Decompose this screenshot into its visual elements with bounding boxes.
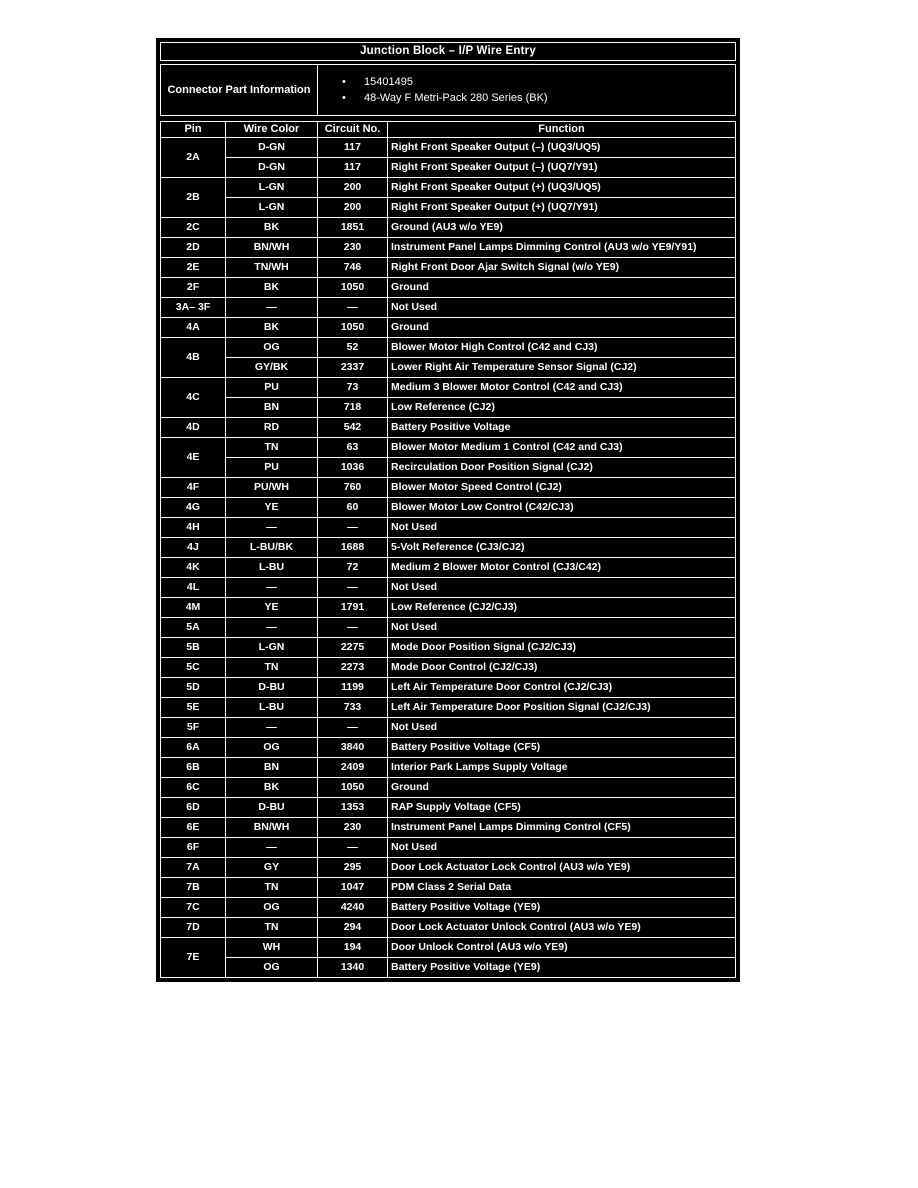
- page-title: Junction Block – I/P Wire Entry: [161, 43, 736, 61]
- column-header-row: [161, 122, 736, 138]
- table-row: [161, 418, 736, 438]
- pin-cell: 6E: [161, 818, 226, 838]
- function-cell: Door Lock Actuator Unlock Control (AU3 w/o YE9): [388, 918, 736, 938]
- function-cell: Mode Door Position Signal (CJ2/CJ3): [388, 638, 736, 658]
- connector-info-row: [161, 65, 736, 116]
- pin-cell: 6F: [161, 838, 226, 858]
- function-cell: Battery Positive Voltage: [388, 418, 736, 438]
- circuit-no-cell: 1340: [318, 958, 388, 978]
- wire-color-cell: YE: [226, 498, 318, 518]
- function-cell: Left Air Temperature Door Control (CJ2/CJ3): [388, 678, 736, 698]
- circuit-no-cell: —: [318, 618, 388, 638]
- wire-color-cell: —: [226, 618, 318, 638]
- circuit-no-cell: —: [318, 838, 388, 858]
- wire-color-cell: D-GN: [226, 138, 318, 158]
- circuit-no-cell: 72: [318, 558, 388, 578]
- wire-color-cell: PU: [226, 458, 318, 478]
- pin-cell: 6B: [161, 758, 226, 778]
- function-cell: Not Used: [388, 298, 736, 318]
- table-row: [161, 178, 736, 198]
- table-row: [161, 598, 736, 618]
- wire-color-cell: OG: [226, 738, 318, 758]
- junction-block-table: [156, 38, 740, 982]
- circuit-no-cell: —: [318, 518, 388, 538]
- table-row: [161, 238, 736, 258]
- wire-color-cell: RD: [226, 418, 318, 438]
- table-row: [161, 738, 736, 758]
- function-cell: Not Used: [388, 618, 736, 638]
- function-cell: Left Air Temperature Door Position Signal (CJ2/CJ3): [388, 698, 736, 718]
- pin-cell: 5E: [161, 698, 226, 718]
- function-cell: Not Used: [388, 718, 736, 738]
- table-row: [161, 258, 736, 278]
- wire-color-cell: L-BU: [226, 698, 318, 718]
- wire-color-cell: D-GN: [226, 158, 318, 178]
- pin-cell: 7D: [161, 918, 226, 938]
- wire-color-cell: BK: [226, 278, 318, 298]
- table-row: [161, 778, 736, 798]
- function-cell: Instrument Panel Lamps Dimming Control (AU3 w/o YE9/Y91): [388, 238, 736, 258]
- pin-cell: 2E: [161, 258, 226, 278]
- function-cell: Ground: [388, 778, 736, 798]
- circuit-no-cell: 295: [318, 858, 388, 878]
- pin-cell: 4M: [161, 598, 226, 618]
- circuit-no-cell: 1199: [318, 678, 388, 698]
- pin-cell: 5F: [161, 718, 226, 738]
- wire-color-cell: L-BU/BK: [226, 538, 318, 558]
- table-row: [161, 638, 736, 658]
- pinout-table: [160, 121, 736, 978]
- table-row: [161, 718, 736, 738]
- pin-cell: 4E: [161, 438, 226, 478]
- table-row: [161, 318, 736, 338]
- circuit-no-cell: 1036: [318, 458, 388, 478]
- function-cell: Medium 2 Blower Motor Control (CJ3/C42): [388, 558, 736, 578]
- table-row: [161, 538, 736, 558]
- wire-color-cell: BK: [226, 318, 318, 338]
- connector-series-text: 48-Way F Metri-Pack 280 Series (BK): [364, 92, 548, 104]
- table-row: [161, 818, 736, 838]
- circuit-no-cell: —: [318, 718, 388, 738]
- bullet-icon: •: [342, 76, 346, 88]
- table-row: [161, 878, 736, 898]
- circuit-no-cell: 1050: [318, 278, 388, 298]
- circuit-no-cell: 1050: [318, 778, 388, 798]
- circuit-no-cell: 60: [318, 498, 388, 518]
- circuit-no-cell: 194: [318, 938, 388, 958]
- column-header-circuit-no: Circuit No.: [318, 122, 388, 138]
- circuit-no-cell: 542: [318, 418, 388, 438]
- function-cell: Door Lock Actuator Lock Control (AU3 w/o YE9): [388, 858, 736, 878]
- pin-cell: 7B: [161, 878, 226, 898]
- circuit-no-cell: 3840: [318, 738, 388, 758]
- circuit-no-cell: 1047: [318, 878, 388, 898]
- table-row: [161, 478, 736, 498]
- function-cell: Lower Right Air Temperature Sensor Signal (CJ2): [388, 358, 736, 378]
- table-row: [161, 578, 736, 598]
- pin-cell: 4G: [161, 498, 226, 518]
- pin-cell: 2D: [161, 238, 226, 258]
- wire-color-cell: D-BU: [226, 678, 318, 698]
- function-cell: PDM Class 2 Serial Data: [388, 878, 736, 898]
- circuit-no-cell: 294: [318, 918, 388, 938]
- function-cell: Blower Motor High Control (C42 and CJ3): [388, 338, 736, 358]
- pin-cell: 4J: [161, 538, 226, 558]
- function-cell: Not Used: [388, 578, 736, 598]
- table-row: [161, 798, 736, 818]
- function-cell: Ground (AU3 w/o YE9): [388, 218, 736, 238]
- pin-cell: 5B: [161, 638, 226, 658]
- circuit-no-cell: 1851: [318, 218, 388, 238]
- table-row: [161, 938, 736, 958]
- wire-color-cell: L-GN: [226, 178, 318, 198]
- wire-color-cell: YE: [226, 598, 318, 618]
- function-cell: 5-Volt Reference (CJ3/CJ2): [388, 538, 736, 558]
- table-row: [161, 138, 736, 158]
- wire-color-cell: —: [226, 518, 318, 538]
- wire-color-cell: TN: [226, 658, 318, 678]
- pin-cell: 6D: [161, 798, 226, 818]
- wire-color-cell: GY/BK: [226, 358, 318, 378]
- pin-cell: 2C: [161, 218, 226, 238]
- table-row: [161, 378, 736, 398]
- table-row: [161, 358, 736, 378]
- pin-cell: 7A: [161, 858, 226, 878]
- bullet-icon: •: [342, 92, 346, 104]
- circuit-no-cell: 117: [318, 138, 388, 158]
- circuit-no-cell: 2337: [318, 358, 388, 378]
- table-row: [161, 698, 736, 718]
- connector-info-label: Connector Part Information: [161, 65, 318, 116]
- circuit-no-cell: 4240: [318, 898, 388, 918]
- table-row: [161, 498, 736, 518]
- wire-color-cell: BK: [226, 218, 318, 238]
- wire-color-cell: PU: [226, 378, 318, 398]
- circuit-no-cell: 1688: [318, 538, 388, 558]
- function-cell: Right Front Speaker Output (+) (UQ7/Y91): [388, 198, 736, 218]
- connector-part-number: [320, 74, 733, 90]
- connector-series: [320, 90, 733, 106]
- function-cell: Battery Positive Voltage (YE9): [388, 898, 736, 918]
- pin-cell: 3A– 3F: [161, 298, 226, 318]
- connector-info-section: [160, 64, 736, 116]
- table-row: [161, 398, 736, 418]
- table-row: [161, 758, 736, 778]
- pin-cell: 2B: [161, 178, 226, 218]
- pin-cell: 7C: [161, 898, 226, 918]
- pin-cell: 4B: [161, 338, 226, 378]
- pin-cell: 4A: [161, 318, 226, 338]
- table-row: [161, 838, 736, 858]
- function-cell: Battery Positive Voltage (YE9): [388, 958, 736, 978]
- circuit-no-cell: 2275: [318, 638, 388, 658]
- wire-color-cell: TN/WH: [226, 258, 318, 278]
- function-cell: Right Front Speaker Output (–) (UQ7/Y91): [388, 158, 736, 178]
- wire-color-cell: D-BU: [226, 798, 318, 818]
- pin-cell: 2F: [161, 278, 226, 298]
- pin-cell: 4H: [161, 518, 226, 538]
- wire-color-cell: —: [226, 578, 318, 598]
- circuit-no-cell: 718: [318, 398, 388, 418]
- function-cell: Interior Park Lamps Supply Voltage: [388, 758, 736, 778]
- wire-color-cell: PU/WH: [226, 478, 318, 498]
- function-cell: Battery Positive Voltage (CF5): [388, 738, 736, 758]
- circuit-no-cell: 733: [318, 698, 388, 718]
- pin-cell: 4C: [161, 378, 226, 418]
- wire-color-cell: TN: [226, 438, 318, 458]
- wire-color-cell: L-GN: [226, 638, 318, 658]
- table-row: [161, 298, 736, 318]
- function-cell: Low Reference (CJ2/CJ3): [388, 598, 736, 618]
- function-cell: Door Unlock Control (AU3 w/o YE9): [388, 938, 736, 958]
- circuit-no-cell: 200: [318, 198, 388, 218]
- table-row: [161, 218, 736, 238]
- column-header-function: Function: [388, 122, 736, 138]
- table-row: [161, 158, 736, 178]
- function-cell: Ground: [388, 318, 736, 338]
- wire-color-cell: —: [226, 838, 318, 858]
- wire-color-cell: —: [226, 718, 318, 738]
- function-cell: Mode Door Control (CJ2/CJ3): [388, 658, 736, 678]
- table-body: [161, 138, 736, 978]
- wire-color-cell: BN/WH: [226, 238, 318, 258]
- pin-cell: 6C: [161, 778, 226, 798]
- function-cell: Ground: [388, 278, 736, 298]
- table-row: [161, 958, 736, 978]
- circuit-no-cell: 230: [318, 818, 388, 838]
- connector-part-number-text: 15401495: [364, 76, 413, 88]
- table-row: [161, 458, 736, 478]
- circuit-no-cell: —: [318, 298, 388, 318]
- pin-cell: 2A: [161, 138, 226, 178]
- wire-color-cell: BN/WH: [226, 818, 318, 838]
- wire-color-cell: GY: [226, 858, 318, 878]
- function-cell: Right Front Speaker Output (+) (UQ3/UQ5): [388, 178, 736, 198]
- column-header-pin: Pin: [161, 122, 226, 138]
- circuit-no-cell: 1353: [318, 798, 388, 818]
- circuit-no-cell: 1050: [318, 318, 388, 338]
- wire-color-cell: L-BU: [226, 558, 318, 578]
- circuit-no-cell: 760: [318, 478, 388, 498]
- function-cell: Not Used: [388, 838, 736, 858]
- wire-color-cell: OG: [226, 898, 318, 918]
- function-cell: Blower Motor Speed Control (CJ2): [388, 478, 736, 498]
- function-cell: Blower Motor Medium 1 Control (C42 and CJ3): [388, 438, 736, 458]
- circuit-no-cell: 746: [318, 258, 388, 278]
- function-cell: Low Reference (CJ2): [388, 398, 736, 418]
- circuit-no-cell: 117: [318, 158, 388, 178]
- title-row: [161, 43, 736, 61]
- table-row: [161, 858, 736, 878]
- wire-color-cell: —: [226, 298, 318, 318]
- table-row: [161, 618, 736, 638]
- function-cell: Blower Motor Low Control (C42/CJ3): [388, 498, 736, 518]
- circuit-no-cell: 63: [318, 438, 388, 458]
- circuit-no-cell: 200: [318, 178, 388, 198]
- table-row: [161, 438, 736, 458]
- function-cell: Instrument Panel Lamps Dimming Control (CF5): [388, 818, 736, 838]
- pin-cell: 6A: [161, 738, 226, 758]
- wire-color-cell: WH: [226, 938, 318, 958]
- wire-color-cell: OG: [226, 338, 318, 358]
- function-cell: Recirculation Door Position Signal (CJ2): [388, 458, 736, 478]
- wire-color-cell: OG: [226, 958, 318, 978]
- wire-color-cell: BK: [226, 778, 318, 798]
- table-row: [161, 278, 736, 298]
- pin-cell: 5C: [161, 658, 226, 678]
- function-cell: Medium 3 Blower Motor Control (C42 and CJ3): [388, 378, 736, 398]
- table-row: [161, 518, 736, 538]
- circuit-no-cell: 2273: [318, 658, 388, 678]
- table-row: [161, 898, 736, 918]
- circuit-no-cell: 52: [318, 338, 388, 358]
- table-row: [161, 198, 736, 218]
- pin-cell: 5A: [161, 618, 226, 638]
- pin-cell: 4L: [161, 578, 226, 598]
- pin-cell: 4D: [161, 418, 226, 438]
- function-cell: Not Used: [388, 518, 736, 538]
- function-cell: RAP Supply Voltage (CF5): [388, 798, 736, 818]
- wire-color-cell: L-GN: [226, 198, 318, 218]
- column-header-wire-color: Wire Color: [226, 122, 318, 138]
- pin-cell: 4K: [161, 558, 226, 578]
- function-cell: Right Front Speaker Output (–) (UQ3/UQ5): [388, 138, 736, 158]
- table-row: [161, 558, 736, 578]
- circuit-no-cell: 73: [318, 378, 388, 398]
- circuit-no-cell: 1791: [318, 598, 388, 618]
- table-row: [161, 338, 736, 358]
- wire-color-cell: BN: [226, 758, 318, 778]
- wire-color-cell: TN: [226, 878, 318, 898]
- table-row: [161, 658, 736, 678]
- wire-color-cell: BN: [226, 398, 318, 418]
- connector-info-values: [318, 65, 736, 116]
- table-row: [161, 918, 736, 938]
- function-cell: Right Front Door Ajar Switch Signal (w/o YE9): [388, 258, 736, 278]
- table-title-bar: [160, 42, 736, 61]
- pin-cell: 4F: [161, 478, 226, 498]
- wire-color-cell: TN: [226, 918, 318, 938]
- circuit-no-cell: 230: [318, 238, 388, 258]
- pin-cell: 7E: [161, 938, 226, 978]
- pin-cell: 5D: [161, 678, 226, 698]
- circuit-no-cell: —: [318, 578, 388, 598]
- circuit-no-cell: 2409: [318, 758, 388, 778]
- table-row: [161, 678, 736, 698]
